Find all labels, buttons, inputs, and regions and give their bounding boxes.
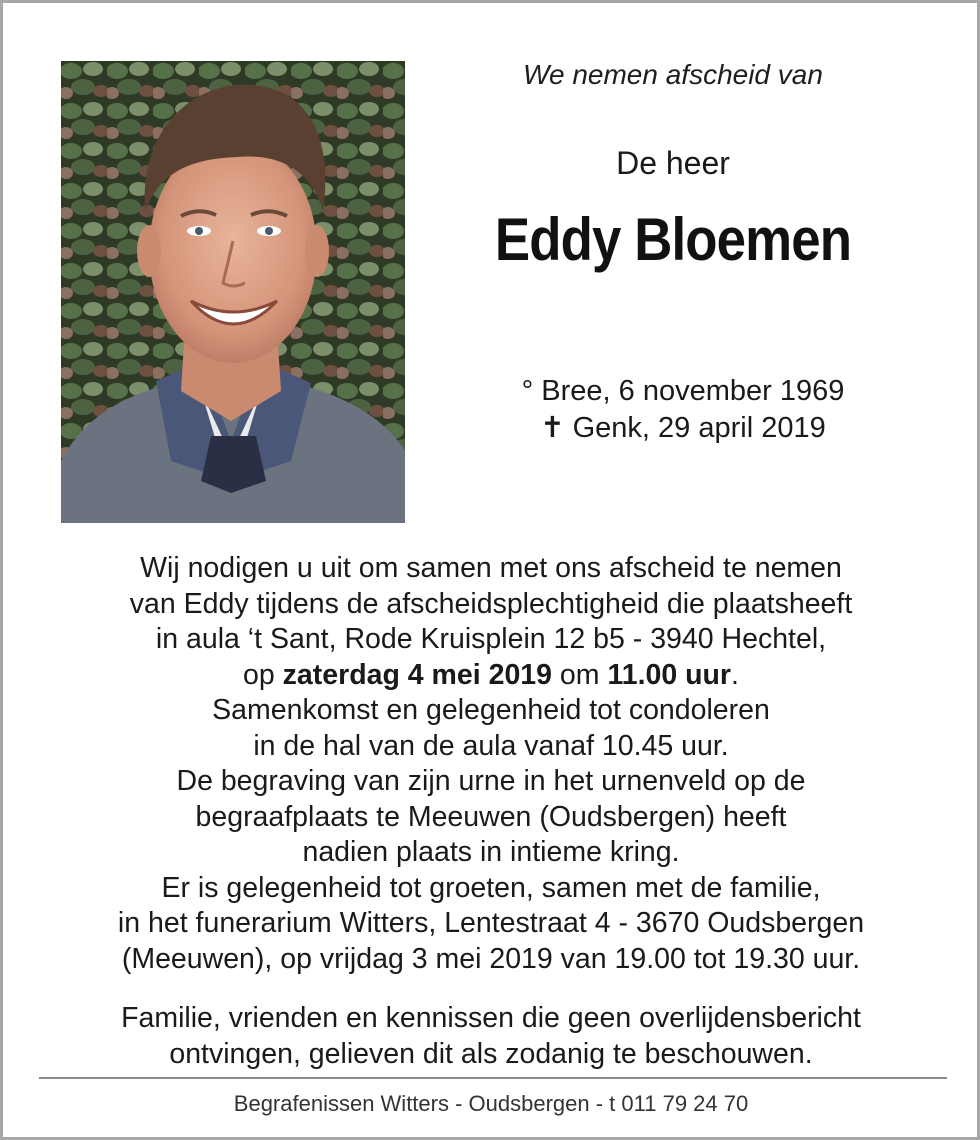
portrait-photo: [61, 61, 405, 523]
salutation: De heer: [616, 145, 730, 181]
body-text-fragment: om: [552, 658, 608, 691]
closing-line: ontvingen, gelieven dit als zodanig te beschouwen.: [169, 1037, 813, 1070]
deceased-name: Eddy Bloemen: [494, 206, 852, 273]
closing-line: Familie, vrienden en kennissen die geen overlijdensbericht: [121, 1002, 861, 1034]
body-line: Er is gelegenheid tot groeten, samen met de familie,: [161, 871, 821, 904]
body-line: in de hal van de aula vanaf 10.45 uur.: [253, 729, 729, 762]
body-line: Samenkomst en gelegenheid tot condoleren: [212, 694, 770, 726]
body-line: in aula ‘t Sant, Rode Kruisplein 12 b5 - 3940 Hechtel,: [155, 623, 827, 655]
body-line: nadien plaats in intieme kring.: [302, 836, 680, 868]
ceremony-details: [43, 551, 939, 977]
body-line: van Eddy tijdens de afscheidsplechtigheid die plaatsheeft: [129, 587, 853, 620]
body-text-fragment: .: [731, 658, 739, 691]
funeral-home-footer: Begrafenissen Witters - Oudsbergen - t 011 79 24 70: [233, 1091, 749, 1116]
body-line: Wij nodigen u uit om samen met ons afscheid te nemen: [140, 552, 842, 584]
birth-line: ° Bree, 6 november 1969: [521, 375, 845, 407]
body-line: (Meeuwen), op vrijdag 3 mei 2019 van 19.00 tot 19.30 uur.: [121, 942, 861, 975]
footer-divider: [39, 1077, 947, 1079]
closing-note: [43, 1001, 939, 1072]
intro-text: We nemen afscheid van: [523, 59, 823, 90]
ceremony-time: 11.00 uur: [607, 658, 732, 691]
body-line: begraafplaats te Meeuwen (Oudsbergen) heeft: [195, 800, 787, 833]
ceremony-date: zaterdag 4 mei 2019: [282, 658, 552, 691]
body-line: in het funerarium Witters, Lentestraat 4 - 3670 Oudsbergen: [117, 907, 865, 939]
life-dates: [443, 373, 923, 447]
ceremony-date-line: [43, 658, 939, 694]
body-line: De begraving van zijn urne in het urnenveld op de: [176, 765, 806, 797]
death-line: ✝ Genk, 29 april 2019: [540, 412, 826, 444]
body-text-fragment: op: [243, 658, 283, 691]
notice-header: [433, 55, 913, 275]
